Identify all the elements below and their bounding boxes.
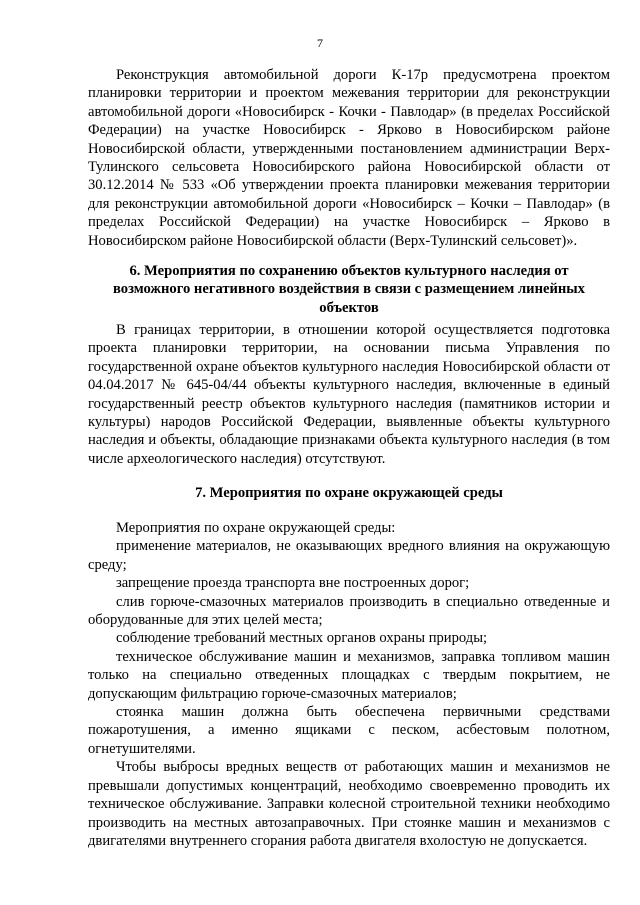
section-6-body <box>88 321 610 468</box>
intro-section <box>88 66 610 250</box>
page-number: 7 <box>317 36 323 50</box>
list-item: слив горюче-смазочных материалов производить в специально отведенные и оборудованные для этих целей места; <box>88 593 610 629</box>
section-6-heading-wrap <box>88 262 610 317</box>
list-item: соблюдение требований местных органов охраны природы; <box>116 630 488 647</box>
section-7-lead: Мероприятия по охране окружающей среды: <box>116 520 396 536</box>
list-item: применение материалов, не оказывающих вредного влияния на окружающую среду; <box>88 538 610 573</box>
list-item: техническое обслуживание машин и механизмов, заправка топливом машин только на специально отведенных площадках с твердым покрытием, не допускающим фильтрацию горюче-смазочных материалов; <box>88 648 610 702</box>
section-7-heading: 7. Мероприятия по охране окружающей среды <box>195 485 503 501</box>
intro-paragraph: Реконструкция автомобильной дороги К-17р предусмотрена проектом планировки территории и проектом межевания территории для реконструкции автомобильной дороги «Новосибирск - Кочки - Павлодар» (в пределах Российской Федерации) на участке Новосибирск - Ярково в Новосибирском районе Новосибирской области, утвержденными постановлением администрации Верх-Тулинского сельсовета Новосибирского района Новосибирской области от 30.12.2014 № 533 «Об утверждении проекта планировки межевания территории для реконструкции автомобильной дороги «Новосибирск – Кочки – Павлодар» (в пределах Российской Федерации) на участке Новосибирск – Ярково в Новосибирском районе Новосибирской области (Верх-Тулинский сельсовет)». <box>88 67 610 249</box>
section-7-heading-wrap <box>88 484 610 502</box>
section-6-paragraph: В границах территории, в отношении которой осуществляется подготовка проекта планировки территории, на основании письма Управления по государственной охране объектов культурного наследия Новосибирской области от 04.04.2017 № 645-04/44 объекты культурного наследия, включенные в единый государственный реестр объектов культурного наследия (памятников истории и культуры) народов Российской Федерации, выявленные объекты культурного наследия и объекты, обладающие признаками объекта культурного наследия (в том числе археологического наследия) отсутствуют. <box>88 322 610 467</box>
list-item: запрещение проезда транспорта вне построенных дорог; <box>116 575 470 592</box>
section-7-closing: Чтобы выбросы вредных веществ от работающих машин и механизмов не превышали допустимых концентраций, необходимо своевременно проводить их техническое обслуживание. Заправки колесной строительной техники необходимо производить на местных автозаправочных. При стоянке машин и механизмов с двигателями внутреннего сгорания работа двигателя вхолостую не допускается. <box>88 759 610 849</box>
section-7-body <box>88 519 610 850</box>
list-item: стоянка машин должна быть обеспечена первичными средствами пожаротушения, а именно ящиками с песком, асбестовым полотном, огнетушителями. <box>88 704 610 757</box>
section-6-heading: 6. Мероприятия по сохранению объектов культурного наследия от возможного негативного воздействия в связи с размещением линейных объектов <box>113 263 585 316</box>
